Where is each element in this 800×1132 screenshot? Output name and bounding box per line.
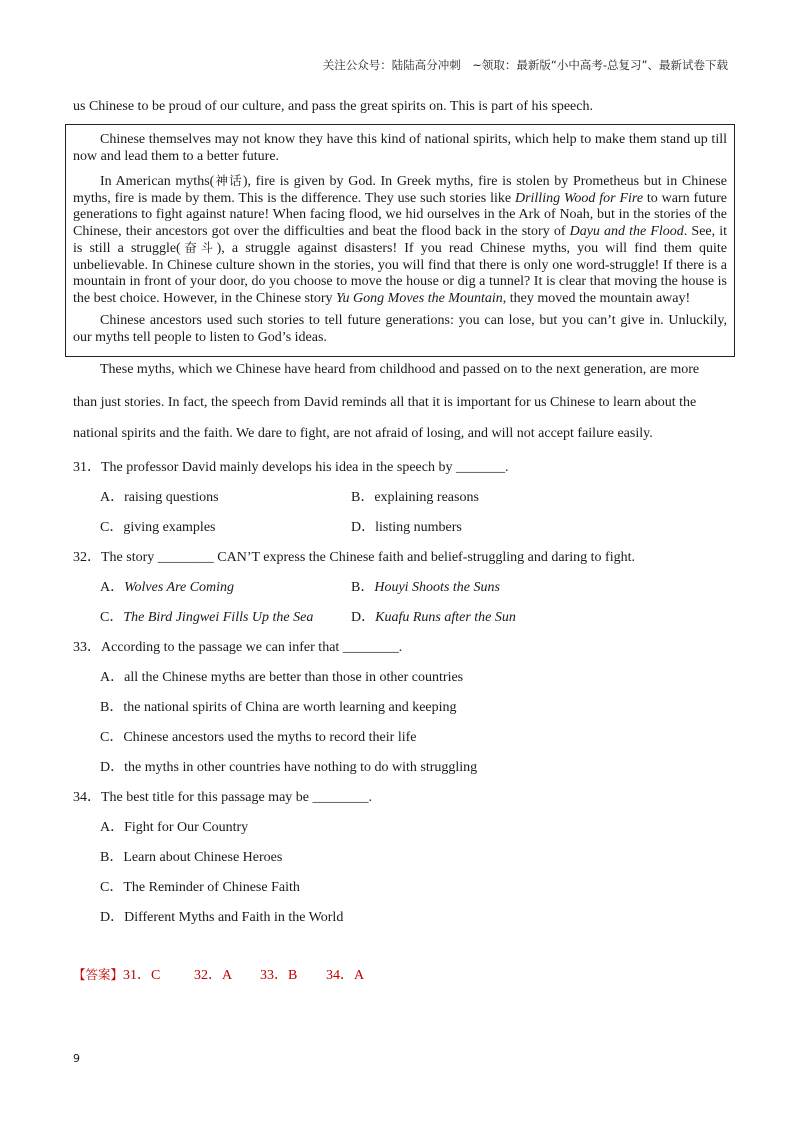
closing-line-2: than just stories. In fact, the speech from David reminds all that it is important for us Chinese to learn about the [73, 395, 697, 410]
q31-option-c: C．giving examples [100, 520, 216, 535]
question-33-stem: 33．According to the passage we can infer that ________. [73, 640, 403, 655]
answer-32: 32．A [194, 968, 233, 983]
q33-option-b: B．the national spirits of China are worth learning and keeping [100, 700, 457, 715]
question-31-stem: 31．The professor David mainly develops his idea in the speech by _______. [73, 460, 509, 475]
q31-option-b: B．explaining reasons [351, 490, 479, 505]
answer-33: 33．B [260, 968, 298, 983]
story-title: Drilling Wood for Fire [514, 190, 644, 206]
q31-option-d: D．listing numbers [351, 520, 462, 535]
q34-option-c: C．The Reminder of Chinese Faith [100, 880, 300, 895]
answer-34: 34．A [326, 968, 365, 983]
page-header: 关注公众号：陆陆高分冲刺 ~领取：最新版“小中高考-总复习”、最新试卷下载 [322, 58, 728, 72]
question-34-stem: 34．The best title for this passage may be ________. [73, 790, 372, 805]
page-number: 9 [73, 1052, 80, 1065]
answer-key [73, 964, 160, 984]
closing-line-3: national spirits and the faith. We dare to fight, are not afraid of losing, and will not accept failure easily. [73, 426, 653, 441]
question-32-stem: 32．The story ________ CAN’T express the Chinese faith and belief-struggling and daring to fight. [73, 550, 635, 565]
box-paragraph-3: Chinese ancestors used such stories to tell future generations: you can lose, but you can’t give in. Unluckily, our myths tell people to listen to God’s ideas. [73, 313, 727, 345]
q34-option-b: B．Learn about Chinese Heroes [100, 850, 283, 865]
q33-option-c: C．Chinese ancestors used the myths to record their life [100, 730, 417, 745]
answer-label: 【答案】 [73, 967, 124, 982]
answer-31: 31．C [123, 968, 161, 983]
closing-line-1: These myths, which we Chinese have heard from childhood and passed on to the next generation, are more [100, 362, 700, 377]
q34-option-d: D．Different Myths and Faith in the World [100, 910, 344, 925]
q32-option-c: C．The Bird Jingwei Fills Up the Sea [100, 610, 314, 625]
intro-line: us Chinese to be proud of our culture, and pass the great spirits on. This is part of his speech. [73, 99, 593, 114]
story-title: Yu Gong Moves the Mountain [336, 290, 503, 306]
q31-option-a: A．raising questions [100, 490, 219, 505]
q32-option-d: D．Kuafu Runs after the Sun [351, 610, 516, 625]
box-paragraph-2: In American myths(神话), fire is given by God. In Greek myths, fire is stolen by Prometheus but in Chinese myths, fire is made by them. This is the difference. They use such stories like Drilling Wood for Fire to warn future generations to fight against nature! When facing flood, we hid ourselves in the Ark of Noah, but in the stories of the Chinese, their ancestors got over the difficulties and beat the flood back in the story of Dayu and the Flood. See, it is still a struggle(奋斗), a struggle against disasters! If you read Chinese myths, you will find them quite unbelievable. In Chinese culture shown in the stories, you will find that there is only one word-struggle! If there is a mountain in front of your door, do you choose to move the house or dig a tunnel? It is clear that moving the house is the best choice. However, in the Chinese story Yu Gong Moves the Mountain, they moved the mountain away! [73, 173, 728, 306]
q33-option-a: A．all the Chinese myths are better than those in other countries [100, 670, 464, 685]
story-title: Dayu and the Flood [569, 223, 684, 239]
q34-option-a: A．Fight for Our Country [100, 820, 249, 835]
q32-option-b: B．Houyi Shoots the Suns [351, 580, 500, 595]
box-paragraph-1: Chinese themselves may not know they have this kind of national spirits, which help to make them stand up till now and lead them to a better future. [73, 132, 727, 164]
q33-option-d: D．the myths in other countries have nothing to do with struggling [100, 760, 478, 775]
q32-option-a: A．Wolves Are Coming [100, 580, 235, 595]
